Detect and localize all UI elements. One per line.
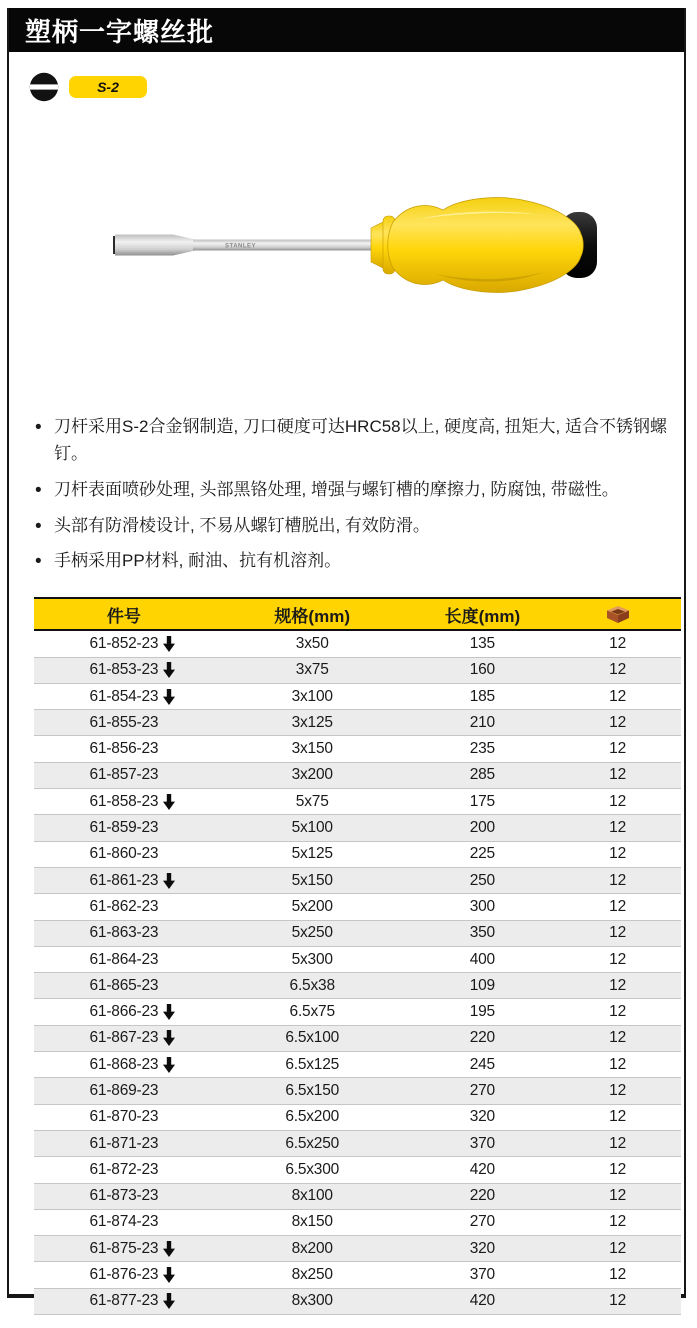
length-cell: 160 — [411, 657, 555, 683]
length-cell: 250 — [411, 867, 555, 893]
pack-qty-cell: 12 — [554, 657, 681, 683]
pack-qty-cell: 12 — [554, 1262, 681, 1288]
table-row — [34, 999, 681, 1025]
length-cell: 225 — [411, 841, 555, 867]
part-number-cell — [34, 1104, 214, 1130]
spec-cell: 8x200 — [214, 1236, 411, 1262]
table-row — [34, 683, 681, 709]
pack-qty-cell: 12 — [554, 762, 681, 788]
table-row — [34, 736, 681, 762]
part-number-cell — [34, 657, 214, 683]
table-row — [34, 1262, 681, 1288]
spec-cell: 8x150 — [214, 1209, 411, 1235]
length-cell: 210 — [411, 710, 555, 736]
length-cell: 370 — [411, 1130, 555, 1156]
pack-qty-cell: 12 — [554, 736, 681, 762]
part-number-cell — [34, 946, 214, 972]
table-row — [34, 1104, 681, 1130]
down-arrow-icon — [163, 1293, 175, 1309]
part-number: 61-869-23 — [89, 1081, 159, 1099]
pack-qty-cell: 12 — [554, 815, 681, 841]
pack-qty-cell: 12 — [554, 1209, 681, 1235]
table-row — [34, 894, 681, 920]
length-cell: 320 — [411, 1236, 555, 1262]
spec-cell: 5x100 — [214, 815, 411, 841]
part-number: 61-865-23 — [89, 976, 159, 994]
spec-cell: 5x300 — [214, 946, 411, 972]
length-cell: 270 — [411, 1209, 555, 1235]
part-number-cell — [34, 920, 214, 946]
down-arrow-icon — [163, 794, 175, 810]
spec-cell: 8x300 — [214, 1288, 411, 1314]
box-icon — [554, 605, 681, 624]
part-number-cell — [34, 1183, 214, 1209]
page-title-bar — [9, 8, 684, 52]
spec-cell: 6.5x125 — [214, 1052, 411, 1078]
table-row — [34, 1052, 681, 1078]
length-cell: 135 — [411, 630, 555, 657]
part-number: 61-872-23 — [89, 1160, 159, 1178]
spec-cell: 5x250 — [214, 920, 411, 946]
screwdriver-shaft — [193, 240, 378, 251]
spec-cell: 3x50 — [214, 630, 411, 657]
col-length: 长度(mm) — [411, 598, 555, 630]
table-row — [34, 841, 681, 867]
spec-cell: 3x150 — [214, 736, 411, 762]
part-number: 61-856-23 — [89, 740, 159, 758]
pack-qty-cell: 12 — [554, 1078, 681, 1104]
table-row — [34, 1157, 681, 1183]
table-row — [34, 1183, 681, 1209]
spec-cell: 8x100 — [214, 1183, 411, 1209]
feature-item: • 刀杆采用S-2合金钢制造, 刀口硬度可达HRC58以上, 硬度高, 扭矩大, 适合不锈钢螺钉。 — [35, 414, 668, 468]
length-cell: 245 — [411, 1052, 555, 1078]
part-number: 61-866-23 — [89, 1003, 159, 1021]
part-number: 61-873-23 — [89, 1187, 159, 1205]
spec-table-body — [34, 630, 681, 1314]
product-image — [75, 190, 600, 304]
down-arrow-icon — [163, 873, 175, 889]
part-number: 61-870-23 — [89, 1108, 159, 1126]
length-cell: 195 — [411, 999, 555, 1025]
table-row — [34, 1078, 681, 1104]
part-number-cell — [34, 841, 214, 867]
part-number: 61-861-23 — [89, 871, 159, 889]
down-arrow-icon — [163, 1241, 175, 1257]
pack-qty-cell: 12 — [554, 973, 681, 999]
part-number-cell — [34, 894, 214, 920]
table-row — [34, 710, 681, 736]
pack-qty-cell: 12 — [554, 841, 681, 867]
screwdriver-blade — [113, 235, 195, 256]
spec-table — [34, 597, 681, 1315]
feature-item: • 手柄采用PP材料, 耐油、抗有机溶剂。 — [35, 548, 668, 575]
steel-grade-label: S-2 — [97, 79, 119, 95]
part-number-cell — [34, 973, 214, 999]
part-number: 61-862-23 — [89, 897, 159, 915]
spec-cell: 5x75 — [214, 789, 411, 815]
table-row — [34, 762, 681, 788]
col-spec: 规格(mm) — [214, 598, 411, 630]
catalog-page-frame — [7, 8, 686, 1310]
part-number: 61-858-23 — [89, 792, 159, 810]
pack-qty-cell: 12 — [554, 683, 681, 709]
feature-item: • 头部有防滑棱设计, 不易从螺钉槽脱出, 有效防滑。 — [35, 513, 668, 540]
part-number-cell — [34, 736, 214, 762]
part-number: 61-855-23 — [89, 713, 159, 731]
part-number: 61-871-23 — [89, 1134, 159, 1152]
pack-qty-cell: 12 — [554, 1236, 681, 1262]
part-number-cell — [34, 630, 214, 657]
part-number-cell — [34, 815, 214, 841]
part-number-cell — [34, 1262, 214, 1288]
part-number-cell — [34, 999, 214, 1025]
down-arrow-icon — [163, 636, 175, 652]
length-cell: 200 — [411, 815, 555, 841]
table-row — [34, 920, 681, 946]
part-number-cell — [34, 710, 214, 736]
down-arrow-icon — [163, 662, 175, 678]
part-number: 61-854-23 — [89, 687, 159, 705]
slotted-tip-icon — [29, 72, 59, 102]
table-row — [34, 630, 681, 657]
part-number-cell — [34, 1025, 214, 1051]
part-number-cell — [34, 1052, 214, 1078]
pack-qty-cell: 12 — [554, 894, 681, 920]
table-row — [34, 1025, 681, 1051]
table-row — [34, 1288, 681, 1314]
pack-qty-cell: 12 — [554, 789, 681, 815]
spec-cell: 6.5x100 — [214, 1025, 411, 1051]
length-cell: 109 — [411, 973, 555, 999]
pack-qty-cell: 12 — [554, 946, 681, 972]
pack-qty-cell: 12 — [554, 920, 681, 946]
part-number: 61-852-23 — [89, 634, 159, 652]
pack-qty-cell: 12 — [554, 1130, 681, 1156]
part-number-cell — [34, 1078, 214, 1104]
part-number: 61-864-23 — [89, 950, 159, 968]
down-arrow-icon — [163, 1004, 175, 1020]
table-row — [34, 1236, 681, 1262]
part-number: 61-857-23 — [89, 766, 159, 784]
spec-cell: 6.5x75 — [214, 999, 411, 1025]
col-pack-qty — [554, 598, 681, 630]
part-number-cell — [34, 1130, 214, 1156]
length-cell: 420 — [411, 1157, 555, 1183]
part-number: 61-876-23 — [89, 1266, 159, 1284]
spec-cell: 3x125 — [214, 710, 411, 736]
length-cell: 370 — [411, 1262, 555, 1288]
spec-table-header-row — [34, 598, 681, 630]
part-number: 61-860-23 — [89, 845, 159, 863]
part-number-cell — [34, 1288, 214, 1314]
part-number-cell — [34, 789, 214, 815]
table-row — [34, 789, 681, 815]
length-cell: 420 — [411, 1288, 555, 1314]
part-number-cell — [34, 1157, 214, 1183]
spec-cell: 5x150 — [214, 867, 411, 893]
pack-qty-cell: 12 — [554, 710, 681, 736]
spec-cell: 6.5x250 — [214, 1130, 411, 1156]
pack-qty-cell: 12 — [554, 1183, 681, 1209]
spec-cell: 6.5x38 — [214, 973, 411, 999]
spec-cell: 5x125 — [214, 841, 411, 867]
feature-item: • 刀杆表面喷砂处理, 头部黑铬处理, 增强与螺钉槽的摩擦力, 防腐蚀, 带磁性。 — [35, 477, 668, 504]
part-number-cell — [34, 1236, 214, 1262]
length-cell: 220 — [411, 1025, 555, 1051]
pack-qty-cell: 12 — [554, 1104, 681, 1130]
feature-list — [35, 414, 668, 575]
table-row — [34, 815, 681, 841]
length-cell: 220 — [411, 1183, 555, 1209]
pack-qty-cell: 12 — [554, 867, 681, 893]
length-cell: 285 — [411, 762, 555, 788]
shaft-brand-text: STANLEY — [225, 243, 257, 250]
table-row — [34, 946, 681, 972]
part-number: 61-868-23 — [89, 1055, 159, 1073]
down-arrow-icon — [163, 689, 175, 705]
table-row — [34, 973, 681, 999]
spec-cell: 3x75 — [214, 657, 411, 683]
part-number: 61-863-23 — [89, 924, 159, 942]
down-arrow-icon — [163, 1030, 175, 1046]
table-row — [34, 867, 681, 893]
part-number-cell — [34, 762, 214, 788]
pack-qty-cell: 12 — [554, 1025, 681, 1051]
pack-qty-cell: 12 — [554, 999, 681, 1025]
length-cell: 320 — [411, 1104, 555, 1130]
part-number-cell — [34, 1209, 214, 1235]
spec-cell: 8x250 — [214, 1262, 411, 1288]
part-number: 61-853-23 — [89, 661, 159, 679]
length-cell: 235 — [411, 736, 555, 762]
pack-qty-cell: 12 — [554, 1288, 681, 1314]
length-cell: 270 — [411, 1078, 555, 1104]
col-part-number: 件号 — [34, 598, 214, 630]
spec-cell: 6.5x300 — [214, 1157, 411, 1183]
pack-qty-cell: 12 — [554, 1157, 681, 1183]
part-number: 61-867-23 — [89, 1029, 159, 1047]
part-number: 61-875-23 — [89, 1239, 159, 1257]
table-row — [34, 1130, 681, 1156]
down-arrow-icon — [163, 1267, 175, 1283]
pack-qty-cell: 12 — [554, 630, 681, 657]
length-cell: 350 — [411, 920, 555, 946]
pack-qty-cell: 12 — [554, 1052, 681, 1078]
length-cell: 185 — [411, 683, 555, 709]
part-number-cell — [34, 683, 214, 709]
part-number: 61-874-23 — [89, 1213, 159, 1231]
spec-cell: 3x200 — [214, 762, 411, 788]
page-title: 塑柄一字螺丝批 — [25, 16, 215, 47]
spec-cell: 6.5x150 — [214, 1078, 411, 1104]
screwdriver-handle — [371, 198, 583, 293]
table-row — [34, 1209, 681, 1235]
length-cell: 300 — [411, 894, 555, 920]
steel-grade-badge — [69, 76, 147, 98]
length-cell: 175 — [411, 789, 555, 815]
spec-cell: 5x200 — [214, 894, 411, 920]
down-arrow-icon — [163, 1057, 175, 1073]
spec-cell: 3x100 — [214, 683, 411, 709]
length-cell: 400 — [411, 946, 555, 972]
part-number-cell — [34, 867, 214, 893]
spec-cell: 6.5x200 — [214, 1104, 411, 1130]
part-number: 61-859-23 — [89, 819, 159, 837]
table-row — [34, 657, 681, 683]
product-type-badges — [29, 72, 684, 102]
part-number: 61-877-23 — [89, 1292, 159, 1310]
